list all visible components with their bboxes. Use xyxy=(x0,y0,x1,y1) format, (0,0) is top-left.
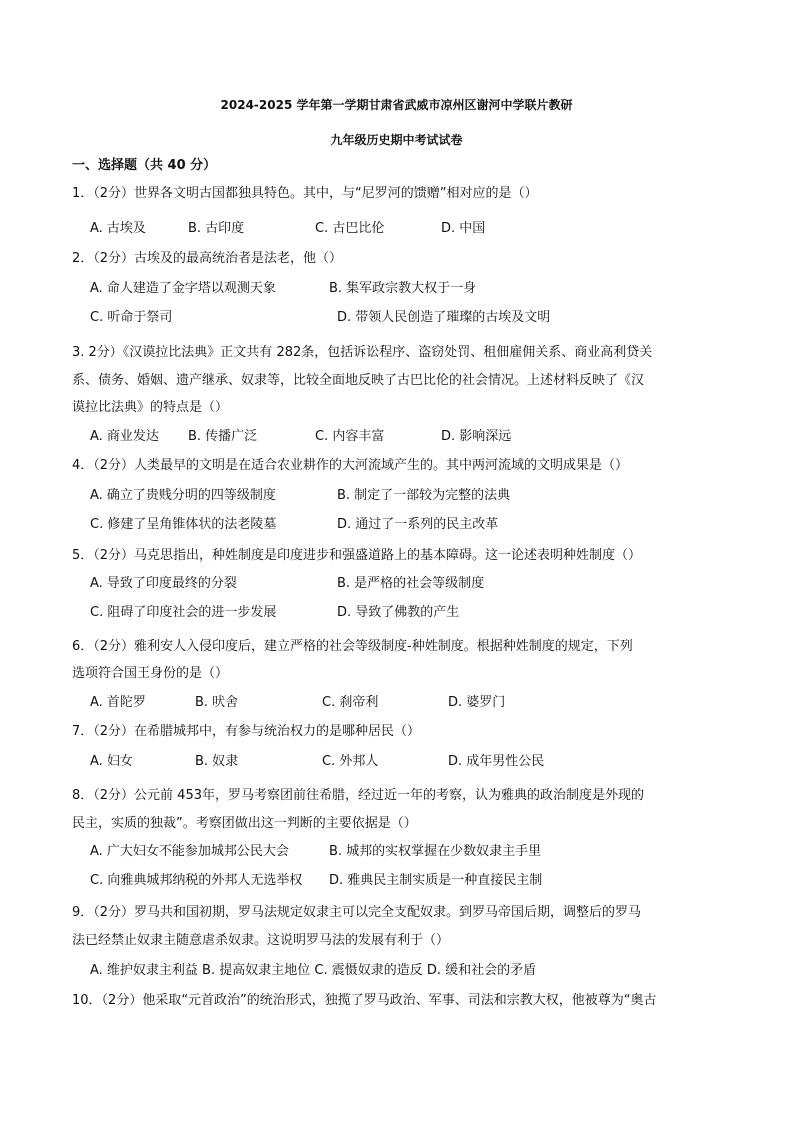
question-1-option-d: D. 中国 xyxy=(441,221,486,236)
question-8-option-b: B. 城邦的实权掌握在少数奴隶主手里 xyxy=(329,844,542,859)
question-4-option-c: C. 修建了呈角锥体状的法老陵墓 xyxy=(90,517,277,532)
question-6-stem-line-1: 6．（2分）雅利安人入侵印度后，建立严格的社会等级制度-种姓制度。根据种姓制度的规定，下列 xyxy=(72,639,633,654)
question-2-option-d: D. 带领人民创造了璀璨的古埃及文明 xyxy=(337,310,551,325)
question-4-option-d: D. 通过了一系列的民主改革 xyxy=(337,517,499,532)
question-8-option-c: C. 向雅典城邦纳税的外邦人无选举权 xyxy=(90,873,303,888)
exam-subtitle: 九年级历史期中考试试卷 xyxy=(330,133,463,147)
question-8-stem-line-1: 8．（2分）公元前 453年，罗马考察团前往希腊，经过近一年的考察，认为雅典的政治制度是外现的 xyxy=(72,788,644,803)
question-8-option-a: A. 广大妇女不能参加城邦公民大会 xyxy=(90,844,289,859)
exam-title: 2024-2025 学年第一学期甘肃省武威市凉州区谢河中学联片教研 xyxy=(220,98,573,112)
question-7-option-d: D. 成年男性公民 xyxy=(448,754,545,769)
question-2-stem: 2．（2分）古埃及的最高统治者是法老，他（） xyxy=(72,251,343,266)
question-4-option-a: A. 确立了贵贱分明的四等级制度 xyxy=(90,488,276,503)
question-6-option-c: C. 刹帝利 xyxy=(322,695,379,710)
question-1-option-b: B. 古印度 xyxy=(188,221,245,236)
question-1-option-a: A. 古埃及 xyxy=(90,221,146,236)
question-9-stem-line-2: 法已经禁止奴隶主随意虐杀奴隶。这说明罗马法的发展有利于（） xyxy=(72,933,450,948)
question-4-option-b: B. 制定了一部较为完整的法典 xyxy=(337,488,511,503)
question-3-option-a: A. 商业发达 xyxy=(90,429,159,444)
question-4-stem: 4．（2分）人类最早的文明是在适合农业耕作的大河流域产生的。其中两河流域的文明成果是（） xyxy=(72,458,629,473)
question-9-options: A. 维护奴隶主利益 B. 提高奴隶主地位 C. 震慑奴隶的造反 D. 缓和社会的矛盾 xyxy=(90,963,537,978)
question-7-option-b: B. 奴隶 xyxy=(195,754,239,769)
question-1-stem: 1．（2分）世界各文明古国都独具特色。其中，与“尼罗河的馈赠”相对应的是（） xyxy=(72,186,538,201)
question-3-option-d: D. 影响深远 xyxy=(441,429,512,444)
question-8-stem-line-2: 民主，实质的独裁”。考察团做出这一判断的主要依据是（） xyxy=(72,816,417,831)
question-10-stem: 10．（2分）他采取“元首政治”的统治形式，独揽了罗马政治、军事、司法和宗教大权，他被尊为“奥古 xyxy=(72,993,657,1008)
question-5-stem: 5．（2分）马克思指出，种姓制度是印度进步和强盛道路上的基本障碍。这一论述表明种姓制度（） xyxy=(72,548,642,563)
question-6-option-d: D. 婆罗门 xyxy=(448,695,506,710)
question-9-stem-line-1: 9．（2分）罗马共和国初期，罗马法规定奴隶主可以完全支配奴隶。到罗马帝国后期，调整后的罗马 xyxy=(72,905,642,920)
question-7-stem: 7．（2分）在希腊城邦中，有参与统治权力的是哪种居民（） xyxy=(72,724,421,739)
question-8-option-d: D. 雅典民主制实质是一种直接民主制 xyxy=(329,873,543,888)
question-7-option-c: C. 外邦人 xyxy=(322,754,379,769)
question-6-stem-line-2: 选项符合国王身份的是（） xyxy=(72,666,229,681)
question-6-option-a: A. 首陀罗 xyxy=(90,695,146,710)
question-2-option-c: C. 听命于祭司 xyxy=(90,310,173,325)
question-5-option-d: D. 导致了佛教的产生 xyxy=(337,605,460,620)
question-6-option-b: B. 吠舍 xyxy=(195,695,239,710)
question-5-option-a: A. 导致了印度最终的分裂 xyxy=(90,576,237,591)
question-3-option-c: C. 内容丰富 xyxy=(315,429,385,444)
question-2-option-b: B. 集军政宗教大权于一身 xyxy=(329,281,477,296)
question-3-stem-line-1: 3. 2分）《汉谟拉比法典》正文共有 282条，包括诉讼程序、盗窃处罚、租佃雇佣关系、商业高利贷关 xyxy=(72,345,653,360)
section-heading: 一、选择题（共 40 分） xyxy=(72,158,217,173)
question-1-option-c: C. 古巴比伦 xyxy=(315,221,385,236)
question-3-stem-line-2: 系、债务、婚姻、遗产继承、奴隶等，比较全面地反映了古巴比伦的社会情况。上述材料反映了《汉 xyxy=(72,373,645,388)
question-5-option-b: B. 是严格的社会等级制度 xyxy=(337,576,485,591)
question-2-option-a: A. 命人建造了金字塔以观测天象 xyxy=(90,281,276,296)
question-3-option-b: B. 传播广泛 xyxy=(188,429,258,444)
question-7-option-a: A. 妇女 xyxy=(90,754,133,769)
question-5-option-c: C. 阻碍了印度社会的进一步发展 xyxy=(90,605,277,620)
question-3-stem-line-3: 谟拉比法典》的特点是（） xyxy=(72,400,229,415)
